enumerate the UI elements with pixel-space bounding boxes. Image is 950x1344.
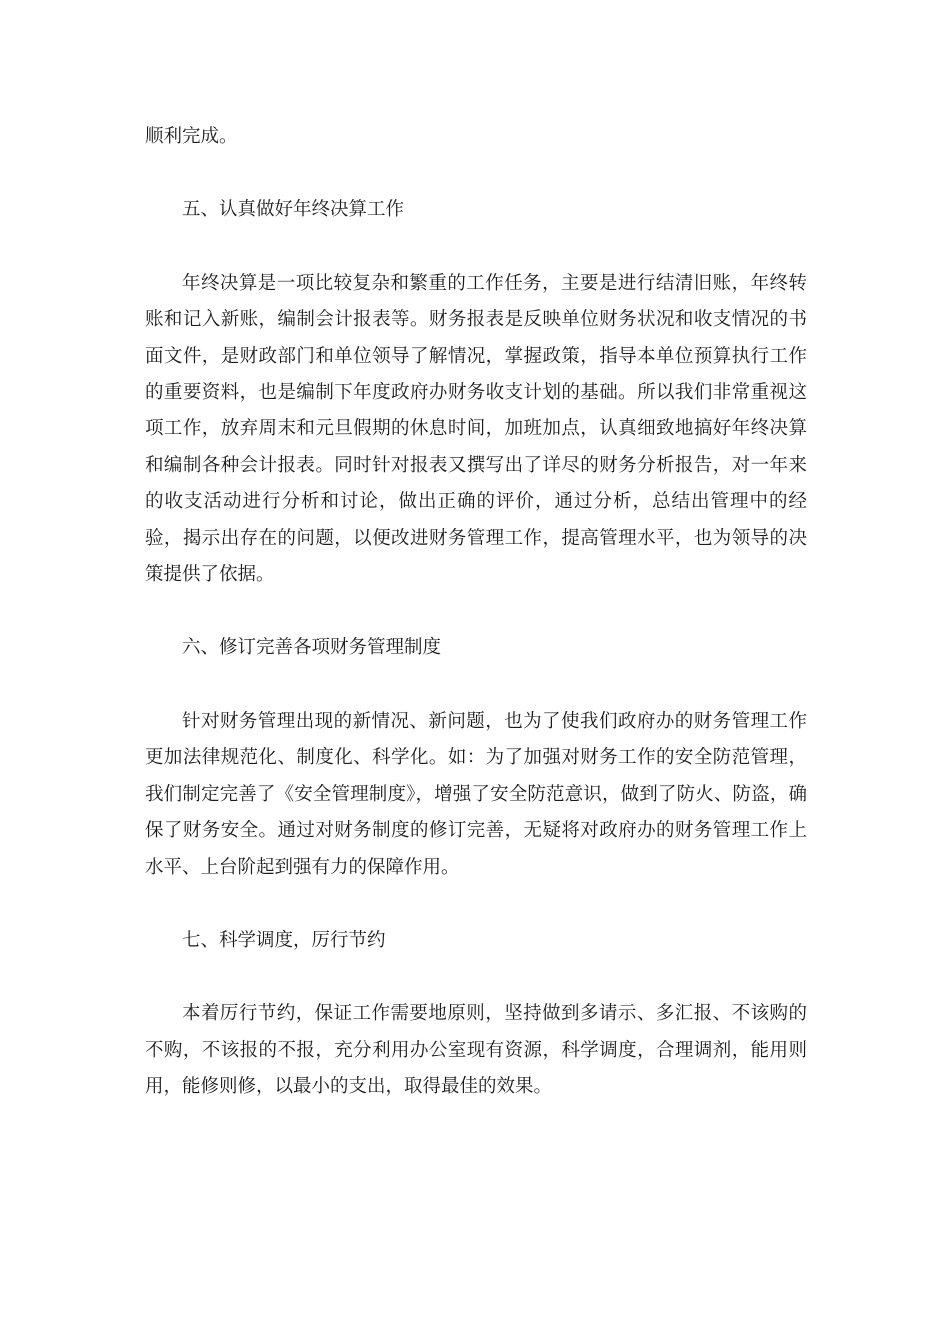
spacer	[145, 959, 807, 996]
section-heading-5: 五、认真做好年终决算工作	[182, 199, 405, 221]
section-heading-6: 六、修订完善各项财务管理制度	[182, 637, 442, 659]
spacer	[145, 593, 807, 630]
paragraph-section-7: 本着厉行节约，保证工作需要地原则，坚持做到多请示、多汇报、不该购的不购，不该报的不报，充分利用办公室现有资源，科学调度，合理调剂，能用则用，能修则修，以最小的支出，取得最佳的效果。	[145, 1003, 807, 1098]
paragraph-section-6: 针对财务管理出现的新情况、新问题，也为了使我们政府办的财务管理工作更加法律规范化、制度化、科学化。如：为了加强对财务工作的安全防范管理，我们制定完善了《安全管理制度》，增强了安全防范意识，做到了防火、防盗，确保了财务安全。通过对财务制度的修订完善，无疑将对政府办的财务管理工作上水平、上台阶起到强有力的保障作用。	[145, 710, 807, 878]
document-page	[145, 119, 807, 1106]
spacer	[145, 229, 807, 266]
section-heading-7: 七、科学调度，厉行节约	[182, 929, 386, 951]
spacer	[145, 667, 807, 704]
paragraph-section-5: 年终决算是一项比较复杂和繁重的工作任务，主要是进行结清旧账，年终转账和记入新账，编制会计报表等。财务报表是反映单位财务状况和收支情况的书面文件，是财政部门和单位领导了解情况，掌握政策，指导本单位预算执行工作的重要资料，也是编制下年度政府办财务收支计划的基础。所以我们非常重视这项工作，放弃周末和元旦假期的休息时间，加班加点，认真细致地搞好年终决算和编制各种会计报表。同时针对报表又撰写出了详尽的财务分析报告，对一年来的收支活动进行分析和讨论，做出正确的评价，通过分析，总结出管理中的经验，揭示出存在的问题，以便改进财务管理工作，提高管理水平，也为领导的决策提供了依据。	[145, 272, 807, 586]
spacer	[145, 886, 807, 923]
paragraph-continuation: 顺利完成。	[145, 126, 238, 147]
spacer	[145, 155, 807, 192]
